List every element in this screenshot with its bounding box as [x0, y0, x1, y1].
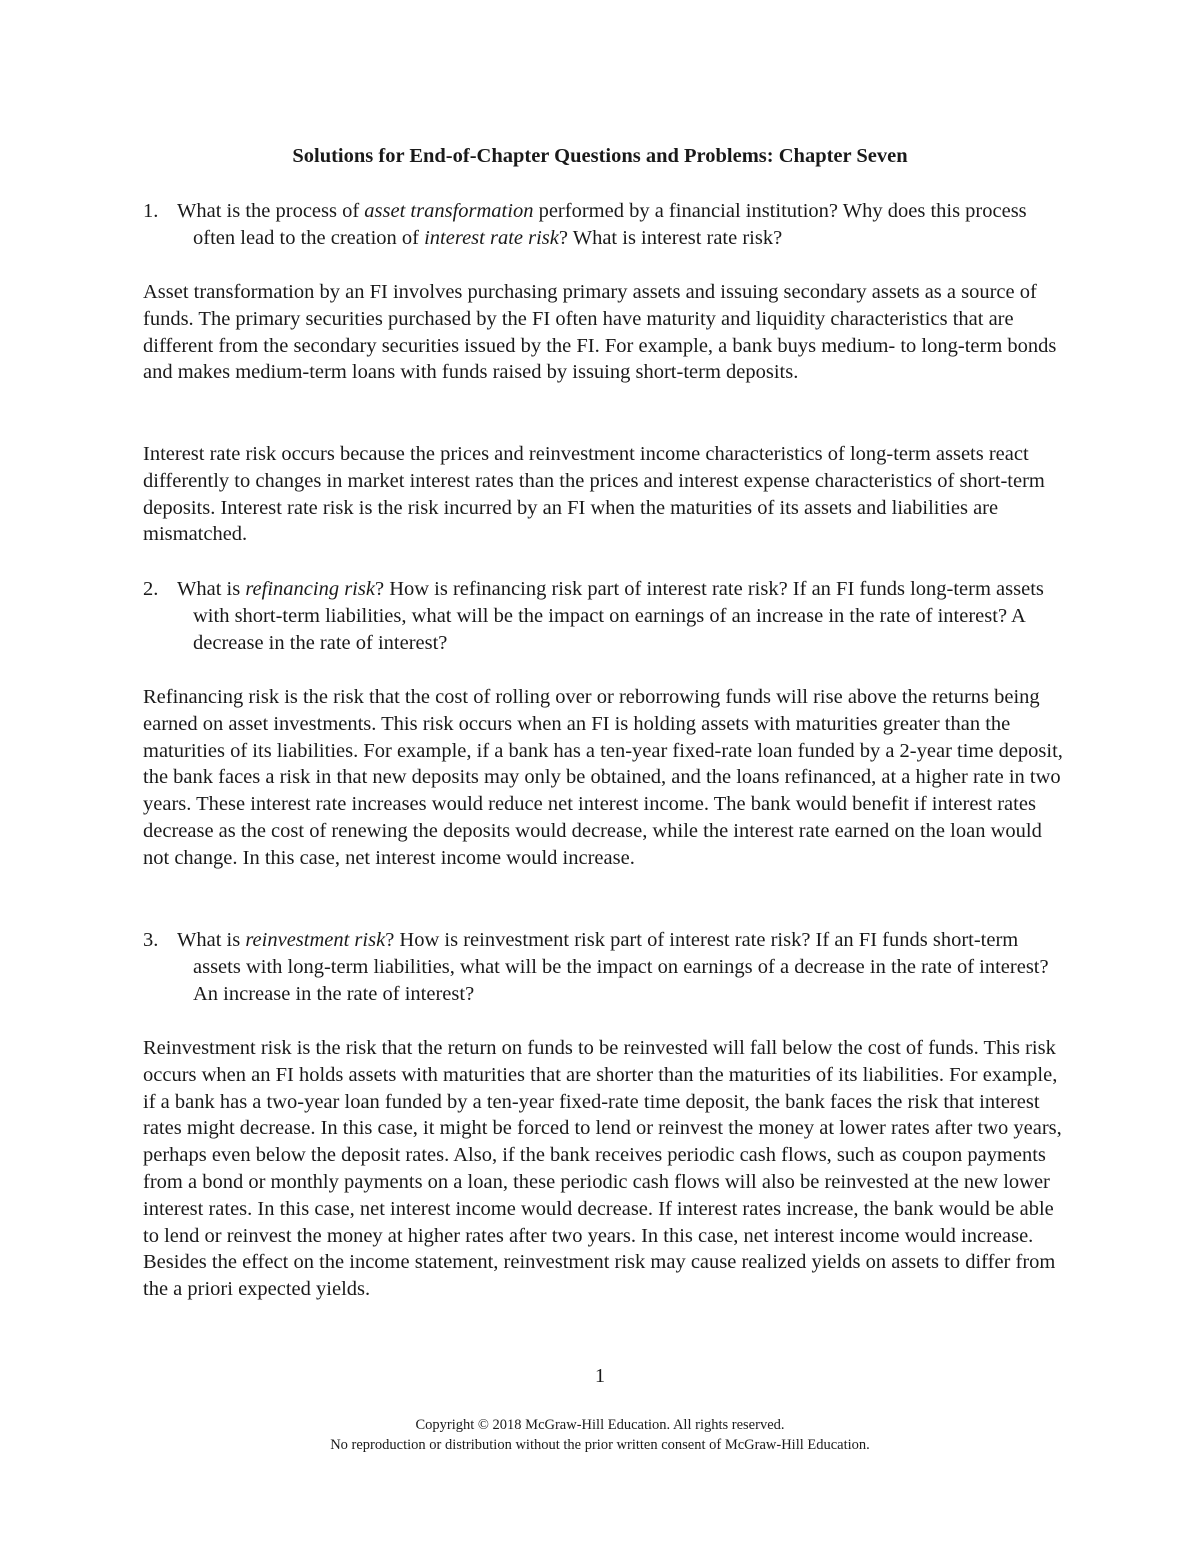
- question-3: [143, 927, 1063, 1007]
- page-title: Solutions for End-of-Chapter Questions and Problems: Chapter Seven: [292, 145, 908, 167]
- term-interest-rate-risk: interest rate risk: [424, 226, 559, 249]
- answer-1-paragraph-1: Asset transformation by an FI involves purchasing primary assets and issuing secondary assets as a source of funds. The primary securities purchased by the FI often have maturity and liquidity characteristics that are different from the secondary securities issued by the FI. For example, a bank buys medium- to long-term bonds and makes medium-term loans with funds raised by issuing short-term deposits.: [143, 281, 1057, 384]
- question-1: [143, 198, 1063, 252]
- footer-notice: No reproduction or distribution without the prior written consent of McGraw-Hill Education.: [330, 1437, 870, 1453]
- page-number: 1: [594, 1365, 606, 1387]
- question-text: What is refinancing risk? How is refinancing risk part of interest rate risk? If an FI funds long-term assets with short-term liabilities, what will be the impact on earnings of an increase in the rate of interest? A decrease in the rate of interest?: [177, 578, 1044, 654]
- question-text: What is reinvestment risk? How is reinvestment risk part of interest rate risk? If an FI funds short-term assets with long-term liabilities, what will be the impact on earnings of a decrease in the rate of interest? An increase in the rate of interest?: [177, 929, 1049, 1005]
- answer-2-paragraph: Refinancing risk is the risk that the cost of rolling over or reborrowing funds will rise above the returns being earned on asset investments. This risk occurs when an FI is holding assets with maturities greater than the maturities of its liabilities. For example, if a bank has a ten-year fixed-rate loan funded by a 2-year time deposit, the bank faces a risk in that new deposits may only be obtained, and the loans refinanced, at a higher rate in two years. These interest rate increases would reduce net interest income. The bank would benefit if interest rates decrease as the cost of renewing the deposits would decrease, while the interest rate earned on the loan would not change. In this case, net interest income would increase.: [143, 686, 1063, 869]
- question-number: 1.: [143, 200, 159, 222]
- footer-copyright: Copyright © 2018 McGraw-Hill Education. All rights reserved.: [415, 1417, 785, 1433]
- answer-1-paragraph-2: Interest rate risk occurs because the prices and reinvestment income characteristics of long-term assets react differently to changes in market interest rates than the prices and interest expense characteristics of short-term deposits. Interest rate risk is the risk incurred by an FI when the maturities of its assets and liabilities are mismatched.: [143, 443, 1045, 546]
- question-2: [143, 576, 1063, 656]
- term-refinancing-risk: refinancing risk: [245, 578, 375, 600]
- question-number: 2.: [143, 578, 159, 600]
- question-text: What is the process of asset transformation performed by a financial institution? Why does this process often lead to the creation of interest rate risk? What is interest rate risk?: [177, 200, 1027, 249]
- term-reinvestment-risk: reinvestment risk: [245, 929, 386, 951]
- answer-3-paragraph: Reinvestment risk is the risk that the return on funds to be reinvested will fall below the cost of funds. This risk occurs when an FI holds assets with maturities that are shorter than the maturities of its liabilities. For example, if a bank has a two-year loan funded by a ten-year fixed-rate time deposit, the bank faces the risk that interest rates might decrease. In this case, it might be forced to lend or reinvest the money at lower rates after two years, perhaps even below the deposit rates. Also, if the bank receives periodic cash flows, such as coupon payments from a bond or monthly payments on a loan, these periodic cash flows will also be reinvested at the new lower interest rates. In this case, net interest income would decrease. If interest rates increase, the bank would be able to lend or reinvest the money at higher rates after two years. In this case, net interest income would increase. Besides the effect on the income statement, reinvestment risk may cause realized yields on assets to differ from the a priori expected yields.: [143, 1037, 1062, 1301]
- term-asset-transformation: asset transformation: [364, 200, 534, 222]
- question-number: 3.: [143, 929, 159, 951]
